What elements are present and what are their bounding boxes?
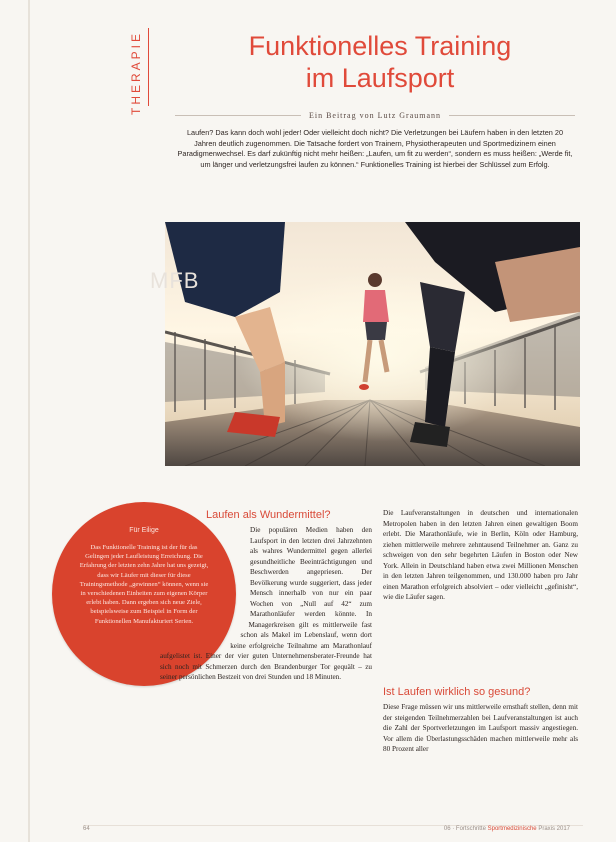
- section2-heading: Ist Laufen wirklich so gesund?: [383, 686, 531, 698]
- running-photo: [165, 222, 580, 466]
- sidebar-heading: Für Eilige: [129, 527, 159, 534]
- footer-right-text: Praxis 2017: [538, 826, 570, 832]
- byline: Ein Beitrag von Lutz Graumann: [308, 110, 442, 120]
- page-number: 64: [83, 826, 90, 832]
- intro-paragraph: Laufen? Das kann doch wohl jeder! Oder vielleicht doch nicht? Die Verletzungen bei Läufern haben in den letzten 20 Jahren deutlich zugenommen. Die Tatsache fordert von Trainern, Physiotherapeuten und Sportmedizinern einen Paradigmenwechsel. Es darf zukünftig nicht mehr heißen: „Laufen, um fit zu werden“, sondern es muss heißen: „Werde fit, um länger und verletzungsfrei laufen zu können.“ Funktionelles Training ist hierbei der Schlüssel zum Erfolg.: [177, 128, 573, 169]
- page-fold-shadow: [28, 0, 30, 842]
- byline-rule-left: [175, 115, 301, 116]
- circle-text-wrap: [160, 525, 250, 645]
- photo-overlay-text: MFB: [150, 268, 200, 293]
- article-title: [160, 30, 600, 94]
- section2-body: [383, 702, 578, 755]
- footer-brand: Sportmedizinische: [487, 826, 537, 832]
- footer-publication: [444, 826, 570, 832]
- footer-left-text: 06 · Fortschritte: [443, 826, 486, 832]
- section-tag-label: THERAPIE: [129, 30, 144, 116]
- byline-row: [175, 108, 575, 122]
- sidebar-text: Das Funktionelle Training ist der für das Gelingen jeder Laufleistung Erreichung. Die Erfahrung der letzten zehn Jahre hat uns gezeigt, dass wir Läufer mit dieser für diese Trainingsmethode „gewinnen“ können, wenn sie in verschiedenen Einheiten zum eigenen Körper erlebt haben. Dann ergeben sich neue Ziele, beispielsweise zum Beispiel in Form der Funktionellen Manufakturiert Serien.: [79, 544, 209, 625]
- title-line-1: Funktionelles Training: [248, 31, 512, 61]
- title-line-2: im Laufsport: [305, 63, 455, 93]
- section-tag: [125, 28, 147, 118]
- running-photo-illustration: [165, 222, 580, 466]
- column2-paragraph: Die Laufveranstaltungen in deutschen und internationalen Metropolen haben in den letzten Jahren einen gewaltigen Boom erlebt. Die Marathonläufe, wie in Berlin, Köln oder Hamburg, ziehen mittlerweile mehrere zehntausend Teilnehmer an. Ganz zu schweigen von den sehr begehrten Läufen in Boston oder New York. Allein in Deutschland haben etwa zwei Millionen Menschen in den letzten Jahren teilgenommen, und 130.000 haben pro Jahr einen Marathon erfolgreich absolviert – oder vielleicht „gefinisht“, wie die Läufer sagen.: [383, 509, 578, 601]
- section1-heading: Laufen als Wundermittel?: [206, 509, 331, 521]
- section1-paragraph: Die populären Medien haben den Laufsport in den letzten drei Jahrzehnten als wahres Wundermittel gegen allerlei gesundheitliche Beeinträchtigungen und Beschwerden angepriesen. Der Bevölkerung wurde suggeriert, dass jeder Mensch innerhalb von nur ein paar Wochen von „Null auf 42“ zum Marathonläufer werden könnte. In Managerkreisen gilt es mittlerweile fast schon als Makel im Lebenslauf, wenn dort keine erfolgreiche Teilnahme am Marathonlauf aufgelistet ist. Einer der vier guten Unternehmensberater-Freunde hat sich noch mit Schmerzen durch den Brandenburger Tor gequält – zu seiner persönlichen Bestzeit von drei Stunden und 18 Minuten.: [160, 526, 372, 681]
- section-divider: [148, 28, 149, 106]
- column2-top: [383, 508, 578, 603]
- section2-paragraph: Diese Frage müssen wir uns mittlerweile ernsthaft stellen, denn mit der steigenden Teilnehmerzahlen bei Laufveranstaltungen ist auch die Zahl der Sportverletzungen im Laufsport massiv angestiegen. Vor allem die Überlastungsschäden machen mittlerweile mehr als 80 Prozent aller: [383, 703, 578, 753]
- section1-body: [160, 525, 372, 683]
- byline-rule-right: [449, 115, 575, 116]
